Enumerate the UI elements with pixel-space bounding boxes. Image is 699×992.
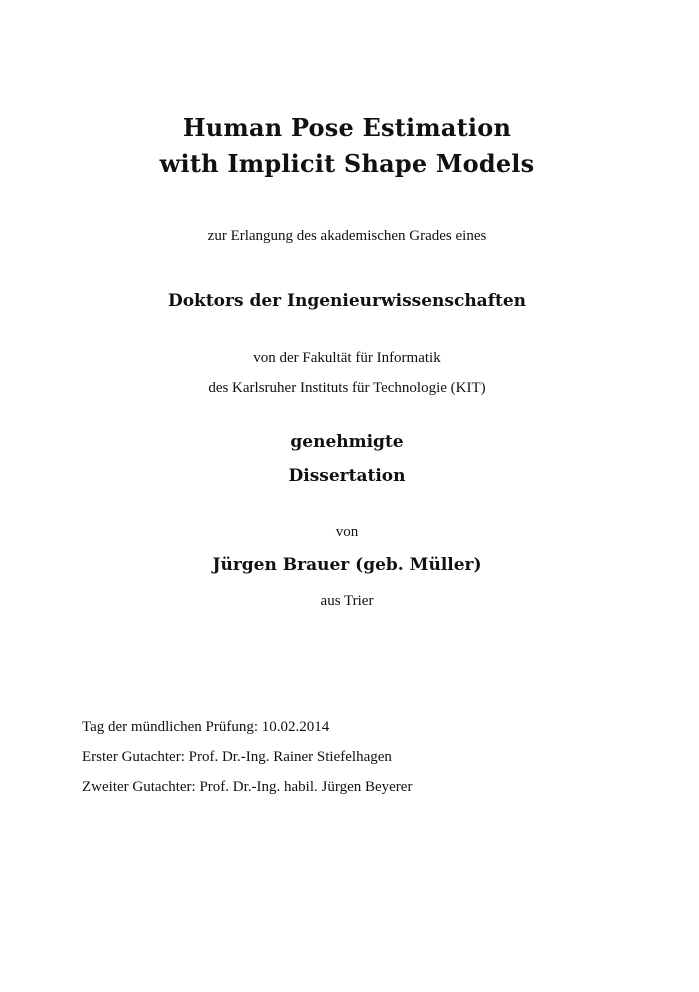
degree-name: Doktors der Ingenieurwissenschaften bbox=[167, 291, 527, 311]
degree-purpose-text: zur Erlangung des akademischen Grades eines bbox=[207, 228, 487, 244]
von-label: von bbox=[335, 524, 359, 540]
author-origin: aus Trier bbox=[320, 593, 374, 609]
exam-date-line: Tag der mündlichen Prüfung: 10.02.2014 bbox=[82, 719, 330, 735]
second-reviewer-line: Zweiter Gutachter: Prof. Dr.-Ing. habil. Jürgen Beyerer bbox=[82, 779, 413, 795]
thesis-title-line-2: with Implicit Shape Models bbox=[159, 149, 535, 178]
approval-line-2: Dissertation bbox=[288, 466, 406, 486]
first-reviewer-line: Erster Gutachter: Prof. Dr.-Ing. Rainer Stiefelhagen bbox=[82, 749, 392, 765]
thesis-title-line-1: Human Pose Estimation bbox=[182, 113, 512, 142]
approval-line-1: genehmigte bbox=[290, 432, 404, 452]
faculty-line-1: von der Fakultät für Informatik bbox=[253, 350, 441, 366]
faculty-line-2: des Karlsruher Instituts für Technologie (KIT) bbox=[208, 380, 486, 396]
author-name: Jürgen Brauer (geb. Müller) bbox=[212, 555, 482, 575]
